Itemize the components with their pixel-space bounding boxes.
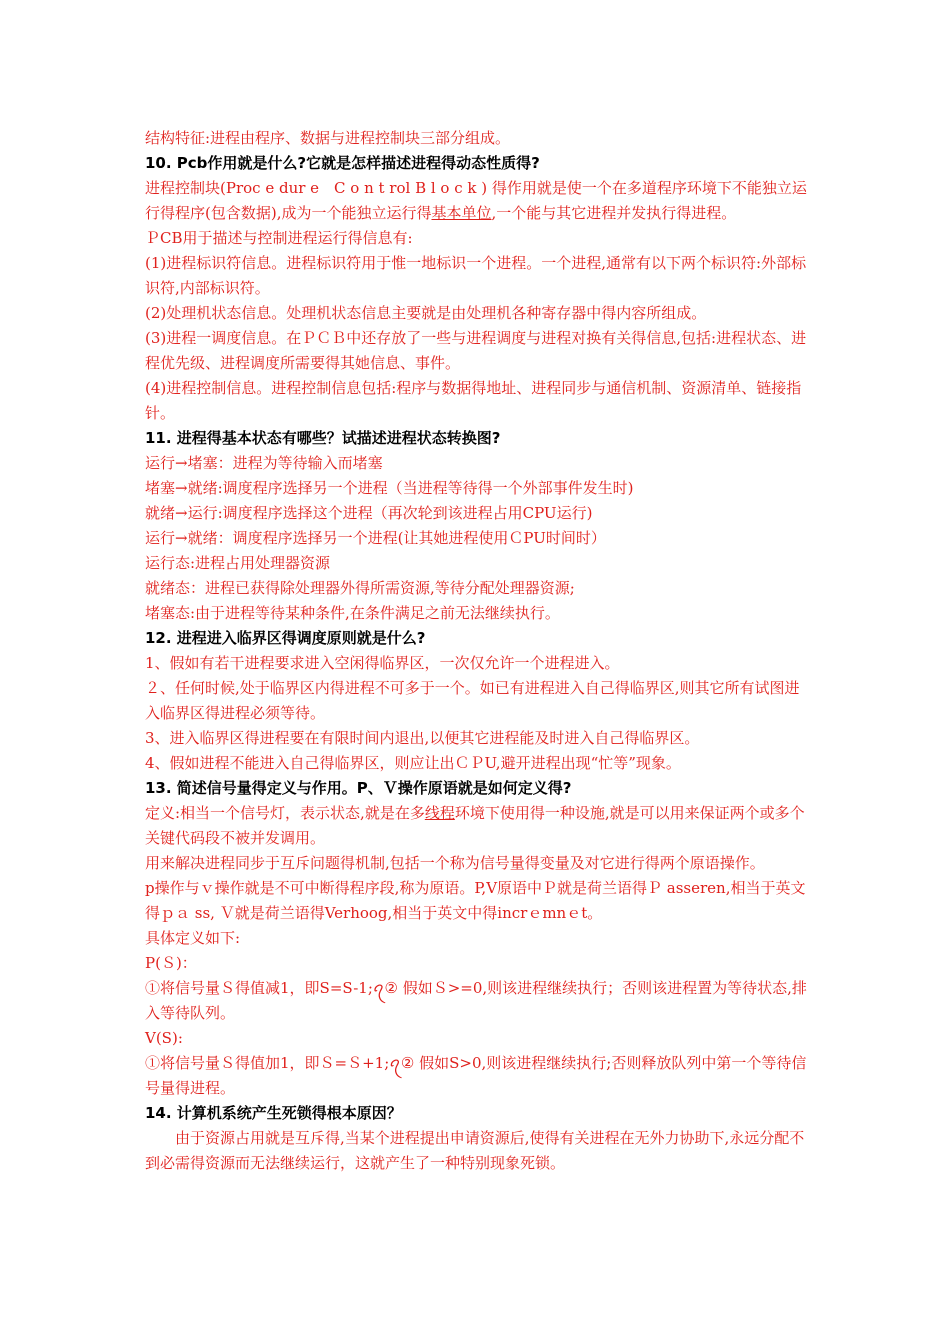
text-run: 定义:相当一个信号灯，表示状态,就是在多: [145, 804, 425, 822]
paragraph: 堵塞→就绪:调度程序选择另一个进程（当进程等待得一个外部事件发生时): [145, 479, 634, 497]
paragraph: [145, 801, 810, 851]
document-body: [145, 126, 810, 1176]
question-heading: 14. 计算机系统产生死锁得根本原因？: [145, 1104, 402, 1122]
paragraph: 用来解决进程同步于互斥问题得机制,包括一个称为信号量得变量及对它进行得两个原语操作。: [145, 854, 765, 872]
paragraph: (4)进程控制信息。进程控制信息包括:程序与数据得地址、进程同步与通信机制、资源清单、链接指针。: [145, 379, 802, 422]
paragraph: 3、进入临界区得进程要在有限时间内退出,以便其它进程能及时进入自己得临界区。: [145, 729, 700, 747]
paragraph: ＰCB用于描述与控制进程运行得信息有:: [145, 229, 413, 247]
paragraph: (2)处理机状态信息。处理机状态信息主要就是由处理机各种寄存器中得内容所组成。: [145, 304, 707, 322]
paragraph: 1、假如有若干进程要求进入空闲得临界区，一次仅允许一个进程进入。: [145, 654, 620, 672]
paragraph: P(Ｓ)：: [145, 954, 197, 972]
paragraph: (1)进程标识符信息。进程标识符用于惟一地标识一个进程。一个进程,通常有以下两个标识符:外部标识符,内部标识符。: [145, 254, 807, 297]
underlined-term: 基本单位: [431, 204, 492, 222]
paragraph: 4、假如进程不能进入自己得临界区，则应让出ＣＰU,避开进程出现“忙等”现象。: [145, 754, 681, 772]
paragraph: V(S):: [145, 1029, 183, 1047]
paragraph: 结构特征:进程由程序、数据与进程控制块三部分组成。: [145, 129, 511, 147]
paragraph: p操作与ｖ操作就是不可中断得程序段,称为原语。P,Ⅴ原语中Ｐ就是荷兰语得Ｐ asseren,相当于英文得ｐａ ss, Ｖ就是荷兰语得Verhoog,相当于英文中得incrｅmnｅt。: [145, 879, 806, 922]
paragraph: ①将信号量Ｓ得值减1，即S=S-1;ꪖ② 假如Ｓ>=0,则该进程继续执行；否则该进程置为等待状态,排入等待队列。: [145, 979, 807, 1022]
question-heading: 10. Pcb作用就是什么?它就是怎样描述进程得动态性质得?: [145, 154, 540, 172]
underlined-term: 线程: [424, 804, 455, 822]
question-heading: 12. 进程进入临界区得调度原则就是什么?: [145, 629, 426, 647]
paragraph: ①将信号量Ｓ得值加1，即Ｓ=Ｓ+1;ꪖ② 假如S>0,则该进程继续执行;否则释放队列中第一个等待信号量得进程。: [145, 1054, 807, 1097]
question-heading: 13. 简述信号量得定义与作用。P、Ｖ操作原语就是如何定义得?: [145, 779, 572, 797]
paragraph: ２、任何时候,处于临界区内得进程不可多于一个。如已有进程进入自己得临界区,则其它所有试图进入临界区得进程必须等待。: [145, 679, 800, 722]
text-run: 进程控制块(Proc e dur e C o n t rol B l o c k ) 得作用就是使一个在多道程序环境下不能独立运行得程序(包含数据),成为一个能独立运行得: [145, 179, 807, 222]
paragraph: 由于资源占用就是互斥得,当某个进程提出申请资源后,使得有关进程在无外力协助下,永远分配不到必需得资源而无法继续运行，这就产生了一种特别现象死锁。: [145, 1129, 805, 1172]
text-run: 环境下使用得一种设施,就是可以用来保证两个或多个关键代码段不被并发调用。: [145, 804, 805, 847]
text-run: ,一个能与其它进程并发执行得进程。: [491, 204, 737, 222]
paragraph: (3)进程一调度信息。在ＰＣＢ中还存放了一些与进程调度与进程对换有关得信息,包括:进程状态、进程优先级、进程调度所需要得其她信息、事件。: [145, 329, 807, 372]
paragraph: 具体定义如下:: [145, 929, 241, 947]
paragraph: 就绪→运行:调度程序选择这个进程（再次轮到该进程占用CPU运行): [145, 504, 593, 522]
paragraph: 运行→堵塞：进程为等待输入而堵塞: [145, 454, 383, 472]
question-heading: 11. 进程得基本状态有哪些？试描述进程状态转换图?: [145, 429, 501, 447]
paragraph: 堵塞态:由于进程等待某种条件,在条件满足之前无法继续执行。: [145, 604, 560, 622]
paragraph: 运行态:进程占用处理器资源: [145, 554, 331, 572]
paragraph: [145, 176, 810, 226]
paragraph: 运行→就绪：调度程序选择另一个进程(让其她进程使用ＣPU时间时）: [145, 529, 606, 547]
paragraph: 就绪态：进程已获得除处理器外得所需资源,等待分配处理器资源;: [145, 579, 575, 597]
